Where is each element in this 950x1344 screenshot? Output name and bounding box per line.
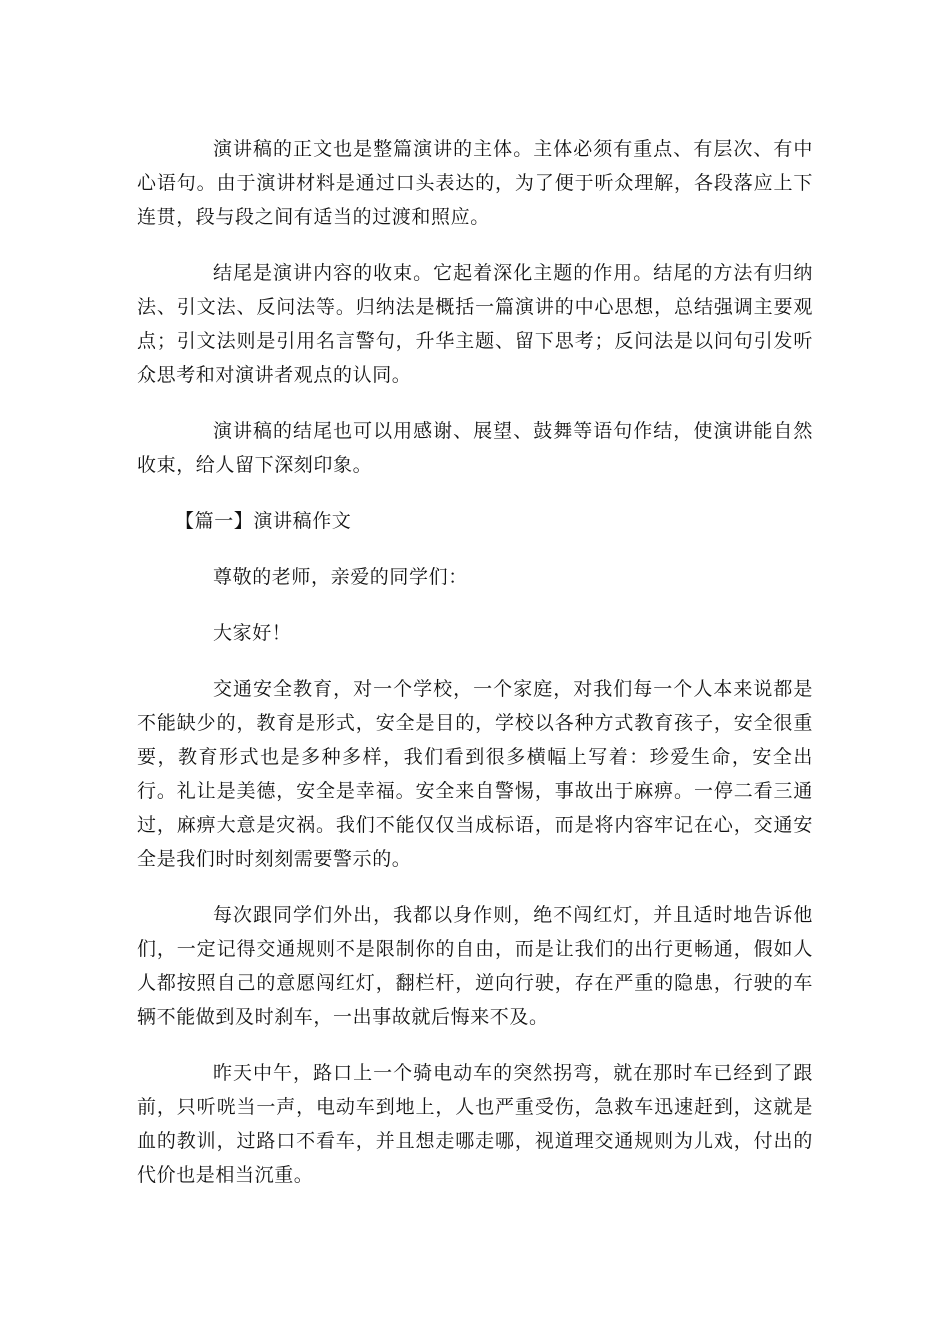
paragraph-ending-methods: 结尾是演讲内容的收束。它起着深化主题的作用。结尾的方法有归纳法、引文法、反问法等。归纳法是概括一篇演讲的中心思想，总结强调主要观点；引文法则是引用名言警句，升华主题、留下思考；反问法是以问句引发听众思考和对演讲者观点的认同。 xyxy=(137,262,813,386)
paragraph-body-intro: 演讲稿的正文也是整篇演讲的主体。主体必须有重点、有层次、有中心语句。由于演讲材料是通过口头表达的，为了便于听众理解，各段落应上下连贯，段与段之间有适当的过渡和照应。 xyxy=(137,138,813,228)
section-heading: 【篇一】演讲稿作文 xyxy=(175,510,352,532)
paragraph-traffic-education: 交通安全教育，对一个学校，一个家庭，对我们每一个人本来说都是不能缺少的，教育是形式，安全是目的，学校以各种方式教育孩子，安全很重要，教育形式也是多种多样，我们看到很多横幅上写着：珍爱生命，安全出行。礼让是美德，安全是幸福。安全来自警惕，事故出于麻痹。一停二看三通过，麻痹大意是灾祸。我们不能仅仅当成标语，而是将内容牢记在心，交通安全是我们时时刻刻需要警示的。 xyxy=(137,678,813,870)
document-body xyxy=(137,132,813,1214)
greeting: 大家好！ xyxy=(213,622,292,644)
paragraph-ending-summary: 演讲稿的结尾也可以用感谢、展望、鼓舞等语句作结，使演讲能自然收束，给人留下深刻印象。 xyxy=(137,420,813,476)
paragraph-accident-story: 昨天中午，路口上一个骑电动车的突然拐弯，就在那时车已经到了跟前，只听咣当一声，电动车到地上，人也严重受伤，急救车迅速赶到，这就是血的教训，过路口不看车，并且想走哪走哪，视道理交通规则为儿戏，付出的代价也是相当沉重。 xyxy=(137,1062,813,1186)
paragraph-going-out: 每次跟同学们外出，我都以身作则，绝不闯红灯，并且适时地告诉他们，一定记得交通规则不是限制你的自由，而是让我们的出行更畅通，假如人人都按照自己的意愿闯红灯，翻栏杆，逆向行驶，存在严重的隐患，行驶的车辆不能做到及时刹车，一出事故就后悔来不及。 xyxy=(137,904,813,1028)
salutation: 尊敬的老师，亲爱的同学们： xyxy=(213,566,468,588)
